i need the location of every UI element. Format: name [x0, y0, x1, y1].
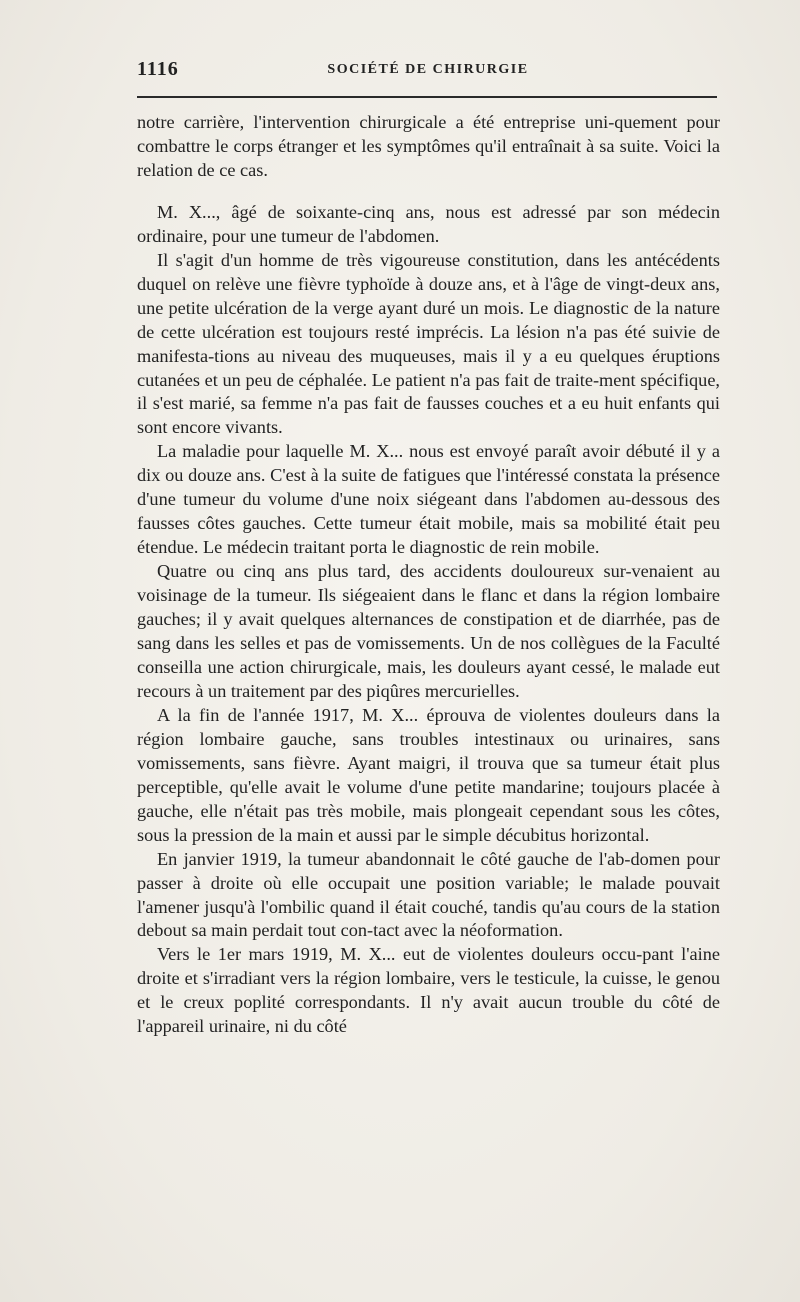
- running-title: SOCIÉTÉ DE CHIRURGIE: [327, 62, 529, 77]
- header-rule: [137, 96, 717, 98]
- paragraph: Quatre ou cinq ans plus tard, des accidents douloureux sur-venaient au voisinage de la tumeur. Ils siégeaient dans le flanc et dans la région lombaire gauches; il y avait quelques alternances de constipation et de diarrhée, pas de sang dans les selles et pas de vomissements. Un de nos collègues de la Faculté conseilla une action chirurgicale, mais, les douleurs ayant cessé, le malade eut recours à un traitement par des piqûres mercurielles.: [137, 561, 720, 701]
- paragraph: En janvier 1919, la tumeur abandonnait le côté gauche de l'ab-domen pour passer à droite où elle occupait une position variable; le malade pouvait l'amener jusqu'à l'ombilic quand il était couché, tandis qu'au cours de la station debout sa main perdait tout con-tact avec la néoformation.: [137, 848, 720, 941]
- page-number: 1116: [137, 58, 179, 80]
- paragraph: A la fin de l'année 1917, M. X... éprouva de violentes douleurs dans la région lombaire gauche, sans troubles intestinaux ou urinaires, sans vomissements, sans fièvre. Ayant maigri, il trouva que sa tumeur était plus perceptible, qu'elle avait le volume d'une petite mandarine; toujours placée à gauche, elle n'était pas très mobile, mais plongeait cependant sous les côtes, sous la pression de la main et aussi par le simple décubitus horizontal.: [137, 704, 720, 845]
- paragraph: Il s'agit d'un homme de très vigoureuse constitution, dans les antécédents duquel on relève une fièvre typhoïde à douze ans, et à l'âge de vingt-deux ans, une petite ulcération de la verge ayant duré un mois. Le diagnostic de la nature de cette ulcération est toujours resté imprécis. La lésion n'a pas été suivie de manifesta-tions au niveau des muqueuses, mais il y a eu quelques éruptions cutanées et un peu de céphalée. Le patient n'a pas fait de traite-ment spécifique, il s'est marié, sa femme n'a pas fait de fausses couches et a eu huit enfants qui sont encore vivants.: [137, 249, 720, 438]
- paragraph: La maladie pour laquelle M. X... nous est envoyé paraît avoir débuté il y a dix ou douze ans. C'est à la suite de fatigues que l'intéressé constata la présence d'une tumeur du volume d'une noix siégeant dans l'abdomen au-dessous des fausses côtes gauches. Cette tumeur était mobile, mais sa mobilité était peu étendue. Le médecin traitant porta le diagnostic de rein mobile.: [137, 441, 720, 558]
- page-header: [137, 58, 719, 88]
- paragraph: notre carrière, l'intervention chirurgicale a été entreprise uni-quement pour combattre le corps étranger et les symptômes qu'il entraînait à sa suite. Voici la relation de ce cas.: [137, 112, 720, 180]
- body-text: [137, 111, 720, 1039]
- paragraph: Vers le 1er mars 1919, M. X... eut de violentes douleurs occu-pant l'aine droite et s'irradiant vers la région lombaire, vers le testicule, la cuisse, le genou et le creux poplité correspondants. Il n'y avait aucun trouble du côté de l'appareil urinaire, ni du côté: [137, 944, 720, 1037]
- paragraph: M. X..., âgé de soixante-cinq ans, nous est adressé par son médecin ordinaire, pour une tumeur de l'abdomen.: [137, 201, 720, 246]
